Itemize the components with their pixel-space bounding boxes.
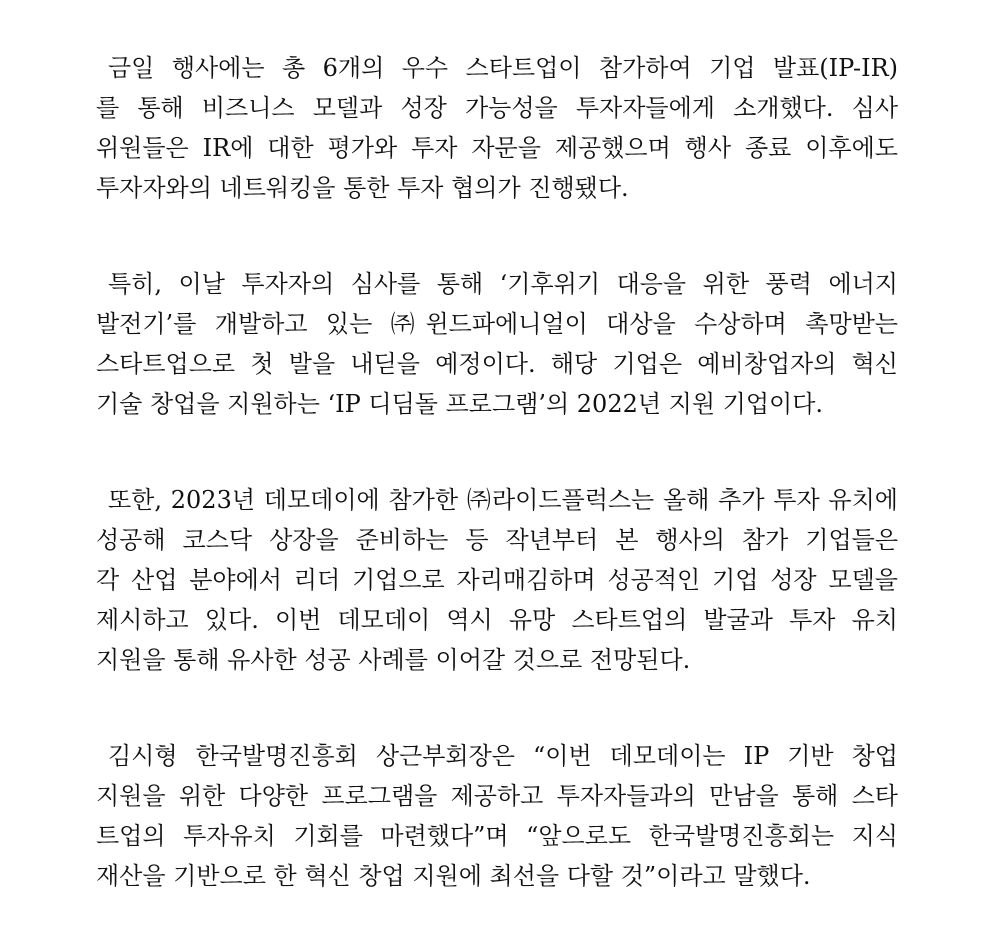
text-line: 김시형 한국발명진흥회 상근부회장은 “이번 데모데이는 IP 기반 창업 — [108, 742, 898, 770]
paragraph-1 — [96, 48, 898, 208]
text-line: 스타트업으로 첫 발을 내딛을 예정이다. 해당 기업은 예비창업자의 혁신 — [96, 350, 898, 378]
text-line: 금일 행사에는 총 6개의 우수 스타트업이 참가하여 기업 발표(IP-IR) — [108, 54, 898, 82]
text-line: 지원을 통해 유사한 성공 사례를 이어갈 것으로 전망된다. — [96, 646, 691, 674]
paragraph-3 — [96, 480, 898, 680]
text-line: 성공해 코스닥 상장을 준비하는 등 작년부터 본 행사의 참가 기업들은 — [96, 526, 898, 554]
text-line: 제시하고 있다. 이번 데모데이 역시 유망 스타트업의 발굴과 투자 유치 — [96, 606, 898, 634]
text-line: 발전기’를 개발하고 있는 ㈜윈드파에니얼이 대상을 수상하며 촉망받는 — [96, 310, 898, 338]
paragraph-4 — [96, 736, 898, 896]
text-line: 를 통해 비즈니스 모델과 성장 가능성을 투자자들에게 소개했다. 심사 — [96, 94, 898, 122]
paragraph-2 — [96, 264, 898, 424]
text-line: 트업의 투자유치 기회를 마련했다”며 “앞으로도 한국발명진흥회는 지식 — [96, 822, 898, 850]
text-line: 재산을 기반으로 한 혁신 창업 지원에 최선을 다할 것”이라고 말했다. — [96, 862, 811, 890]
text-line: 또한, 2023년 데모데이에 참가한 ㈜라이드플럭스는 올해 추가 투자 유치에 — [108, 486, 898, 514]
text-line: 위원들은 IR에 대한 평가와 투자 자문을 제공했으며 행사 종료 이후에도 — [96, 134, 898, 162]
text-line: 특히, 이날 투자자의 심사를 통해 ‘기후위기 대응을 위한 풍력 에너지 — [108, 270, 898, 298]
text-line: 지원을 위한 다양한 프로그램을 제공하고 투자자들과의 만남을 통해 스타 — [96, 782, 898, 810]
text-line: 투자자와의 네트워킹을 통한 투자 협의가 진행됐다. — [96, 174, 629, 202]
text-line: 각 산업 분야에서 리더 기업으로 자리매김하며 성공적인 기업 성장 모델을 — [96, 566, 898, 594]
article-body — [96, 48, 898, 952]
text-line: 기술 창업을 지원하는 ‘IP 디딤돌 프로그램’의 2022년 지원 기업이다. — [96, 390, 824, 418]
